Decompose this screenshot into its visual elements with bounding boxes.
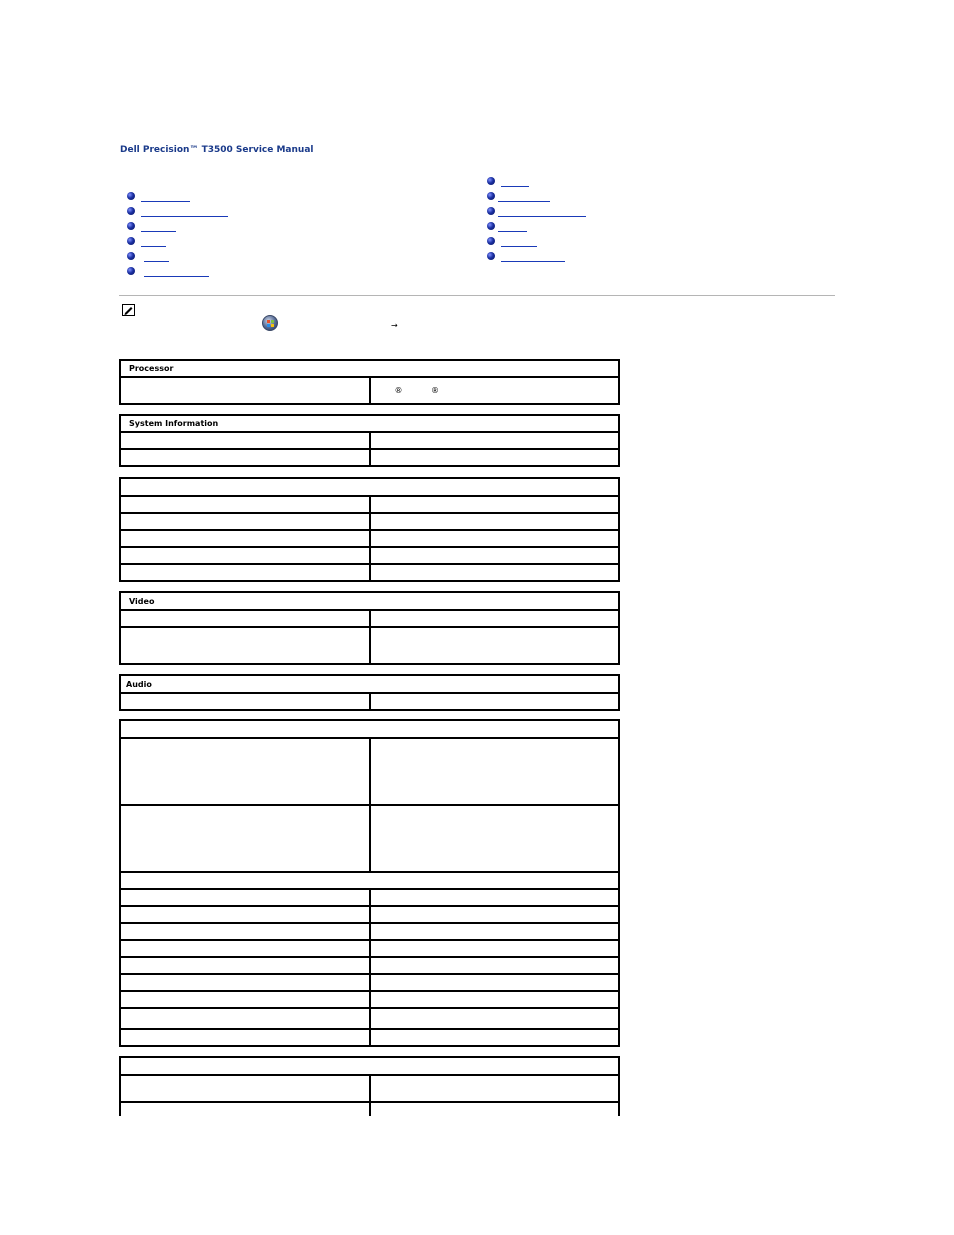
registered-mark: ® [431, 386, 440, 395]
video-header: Video [120, 592, 619, 610]
table-cell [120, 1075, 370, 1102]
table-cell [370, 1075, 620, 1102]
page-title: Dell Precision™ T3500 Service Manual [120, 145, 314, 155]
table-cell [370, 1102, 620, 1116]
audio-header: Audio [120, 675, 619, 693]
system-information-header: System Information [120, 415, 619, 432]
table-cell [120, 1102, 370, 1116]
processor-header: Processor [120, 360, 619, 377]
registered-mark: ® [394, 386, 403, 395]
spec-table-7 [119, 1056, 620, 1116]
arrow-symbol: → [391, 321, 398, 330]
table-header [120, 1057, 619, 1075]
